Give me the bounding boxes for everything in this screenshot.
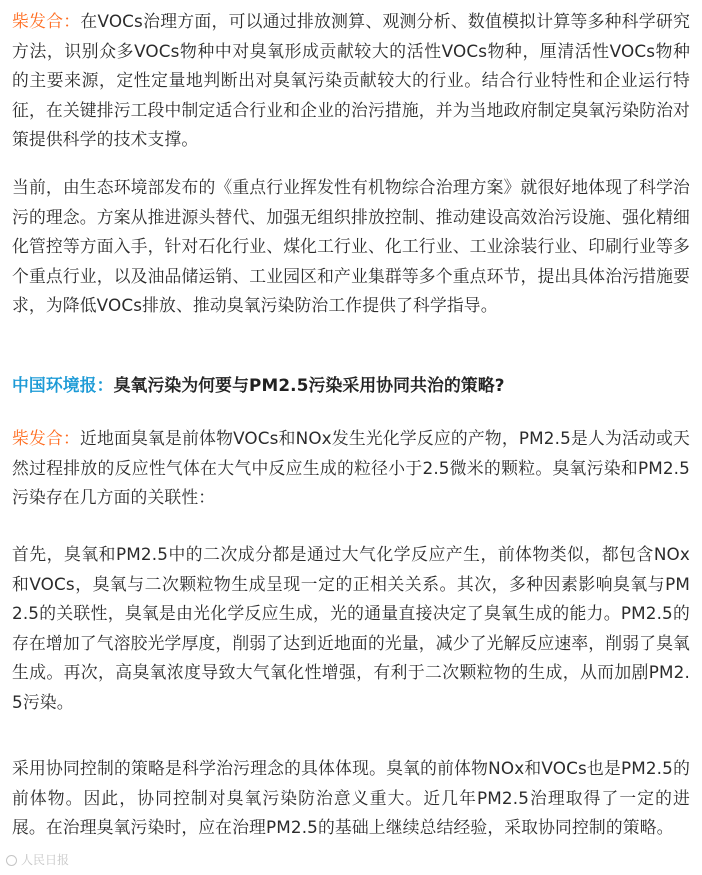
watermark-text: 人民日报 bbox=[21, 853, 70, 867]
circle-logo-icon bbox=[6, 855, 17, 866]
paragraph-text: 近地面臭氧是前体物VOCs和NOx发生光化学反应的产物，PM2.5是人为活动或天然过程排放的反应性气体在大气中反应生成的粒径小于2.5微米的颗粒。臭氧污染和PM2.5污染存在几方面的关联性： bbox=[12, 428, 690, 507]
paragraph-text: 在VOCs治理方面，可以通过排放测算、观测分析、数值模拟计算等多种科学研究方法，识别众多VOCs物种中对臭氧形成贡献较大的活性VOCs物种，厘清活性VOCs物种的主要来源，定性定量地判断出对臭氧污染贡献较大的行业。结合行业特性和企业运行特征，在关键排污工段中制定适合行业和企业的治污措施，并为当地政府制定臭氧污染防治对策提供科学的技术支撑。 bbox=[12, 11, 690, 149]
question-text: 臭氧污染为何要与PM2.5污染采用协同共治的策略? bbox=[113, 375, 505, 395]
speaker-label: 柴发合： bbox=[12, 428, 81, 448]
answer-paragraph-1 bbox=[12, 7, 690, 155]
paragraph-text: 首先，臭氧和PM2.5中的二次成分都是通过大气化学反应产生，前体物类似，都包含NOx和VOCs，臭氧与二次颗粒物生成呈现一定的正相关关系。其次，多种因素影响臭氧与PM2.5的关联性，臭氧是由光化学反应生成，光的通量直接决定了臭氧生成的能力。PM2.5的存在增加了气溶胶光学厚度，削弱了达到近地面的光量，减少了光解反应速率，削弱了臭氧生成。再次，高臭氧浓度导致大气氧化性增强，有利于二次颗粒物的生成，从而加剧PM2.5污染。 bbox=[12, 544, 690, 712]
answer-paragraph-3 bbox=[12, 424, 690, 513]
answer-paragraph-5 bbox=[12, 754, 690, 843]
paragraph-text: 采用协同控制的策略是科学治污理念的具体体现。臭氧的前体物NOx和VOCs也是PM2.5的前体物。因此，协同控制对臭氧污染防治意义重大。近几年PM2.5治理取得了一定的进展。在治理臭氧污染时，应在治理PM2.5的基础上继续总结经验，采取协同控制的策略。 bbox=[12, 758, 690, 837]
speaker-label: 柴发合： bbox=[12, 11, 81, 31]
question-paragraph bbox=[12, 371, 505, 401]
watermark bbox=[6, 852, 69, 868]
paragraph-text: 当前，由生态环境部发布的《重点行业挥发性有机物综合治理方案》就很好地体现了科学治污的理念。方案从推进源头替代、加强无组织排放控制、推动建设高效治污设施、强化精细化管控等方面入手，针对石化行业、煤化工行业、化工行业、工业涂装行业、印刷行业等多个重点行业，以及油品储运销、工业园区和产业集群等多个重点环节，提出具体治污措施要求，为降低VOCs排放、推动臭氧污染防治工作提供了科学指导。 bbox=[12, 177, 690, 315]
answer-paragraph-2 bbox=[12, 173, 690, 321]
interviewer-label: 中国环境报： bbox=[12, 375, 114, 395]
answer-paragraph-4 bbox=[12, 540, 690, 717]
